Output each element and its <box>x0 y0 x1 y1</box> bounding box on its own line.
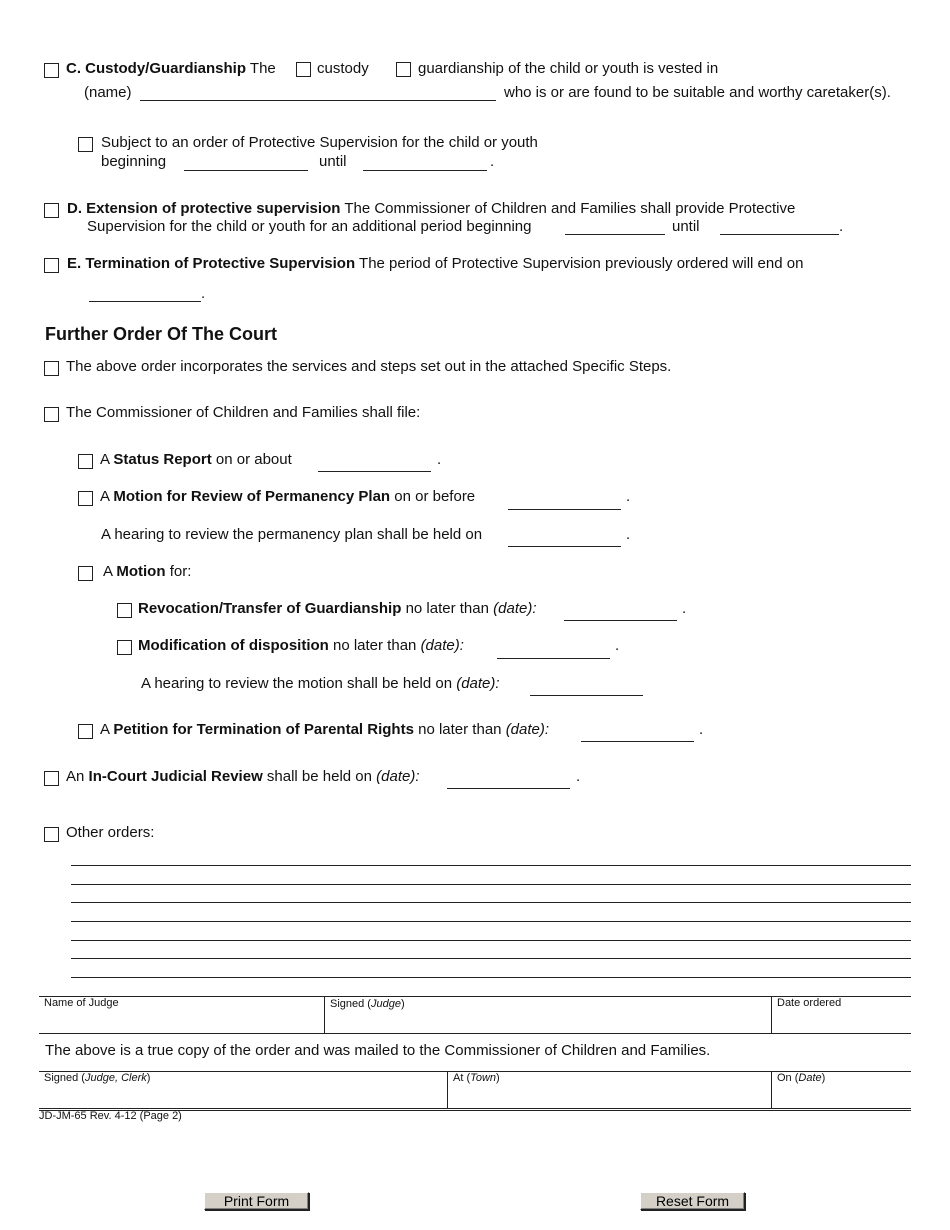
motion-for-text <box>103 563 191 581</box>
guardianship-text: guardianship of the child or youth is vested in <box>418 60 719 77</box>
other-orders-line-3[interactable] <box>71 902 911 903</box>
at-word: At ( <box>453 1072 471 1084</box>
signed-judge-label <box>330 997 405 1011</box>
hearing-motion-date-field[interactable] <box>530 695 643 696</box>
guardianship-checkbox[interactable] <box>396 62 411 77</box>
until-label: until <box>319 153 347 170</box>
petition-tpr-checkbox[interactable] <box>78 724 93 739</box>
no-later-than: no later than <box>332 637 417 654</box>
section-e-label: E. Termination of Protective Supervision <box>67 255 356 272</box>
period: . <box>437 451 442 468</box>
name-of-judge-label: Name of Judge <box>44 997 119 1009</box>
revocation-checkbox[interactable] <box>117 603 132 618</box>
signed-clerk-label <box>44 1071 150 1085</box>
section-d-text2: Supervision for the child or youth for an additional period beginning <box>87 218 532 235</box>
section-c-heading <box>66 60 276 78</box>
revocation-text <box>138 600 537 618</box>
motion-bold: Motion <box>116 563 166 580</box>
commissioner-file-checkbox[interactable] <box>44 407 59 422</box>
until-label: until <box>672 218 700 235</box>
further-order-heading: Further Order Of The Court <box>45 324 278 344</box>
a-word: A <box>100 451 110 468</box>
status-report-checkbox[interactable] <box>78 454 93 469</box>
status-report-date-field[interactable] <box>318 471 431 472</box>
section-d-label: D. Extension of protective supervision <box>67 200 341 217</box>
other-orders-line-7[interactable] <box>71 977 911 978</box>
date-label: (date): <box>420 637 464 654</box>
other-orders-line-1[interactable] <box>71 865 911 866</box>
signed-word: Signed ( <box>330 998 371 1010</box>
motion-review-date-field[interactable] <box>508 509 621 510</box>
town-word: Town <box>470 1072 497 1084</box>
no-later-than: no later than <box>418 721 502 738</box>
section-c-the: The <box>249 60 276 77</box>
protective-supervision-text: Subject to an order of Protective Supervision for the child or youth <box>101 134 538 151</box>
date-label: (date): <box>456 675 500 692</box>
section-d-text1: The Commissioner of Children and Families shall provide Protective <box>344 200 796 217</box>
date-label: (date): <box>493 600 537 617</box>
caretaker-name-field[interactable] <box>140 100 496 101</box>
a-word: A <box>103 563 113 580</box>
status-report-bold: Status Report <box>113 451 212 468</box>
other-orders-checkbox[interactable] <box>44 827 59 842</box>
termination-date-field[interactable] <box>89 301 201 302</box>
motion-checkbox[interactable] <box>78 566 93 581</box>
reset-form-button[interactable]: Reset Form <box>640 1192 745 1210</box>
hearing-permanency-date-field[interactable] <box>508 546 621 547</box>
judge-clerk-word: Judge, Clerk <box>84 1072 147 1084</box>
modification-bold: Modification of disposition <box>138 637 329 654</box>
no-later-than: no later than <box>405 600 489 617</box>
signed-word: Signed ( <box>44 1072 85 1084</box>
table-divider <box>324 996 325 1033</box>
custody-checkbox[interactable] <box>296 62 311 77</box>
petition-tpr-bold: Petition for Termination of Parental Rights <box>113 721 414 738</box>
at-town-field[interactable] <box>451 1086 768 1106</box>
at-town-label <box>453 1071 500 1085</box>
table-divider <box>447 1071 448 1108</box>
a-word: A <box>100 488 110 505</box>
date-ordered-label: Date ordered <box>777 997 842 1009</box>
table-border <box>39 1033 911 1034</box>
revocation-date-field[interactable] <box>564 620 677 621</box>
motion-for: for: <box>169 563 192 580</box>
petition-tpr-text <box>100 721 549 739</box>
status-report-rest: on or about <box>215 451 292 468</box>
section-e-text: The period of Protective Supervision previously ordered will end on <box>359 255 804 272</box>
on-date-field[interactable] <box>775 1086 909 1106</box>
an-word: An <box>66 768 85 785</box>
specific-steps-checkbox[interactable] <box>44 361 59 376</box>
extension-begin-date-field[interactable] <box>565 234 665 235</box>
other-orders-line-2[interactable] <box>71 884 911 885</box>
in-court-review-text <box>66 768 420 786</box>
table-divider <box>771 1071 772 1108</box>
period: . <box>626 488 631 505</box>
signed-judge-field[interactable] <box>328 1011 768 1031</box>
print-form-button[interactable]: Print Form <box>204 1192 309 1210</box>
period: . <box>490 153 495 170</box>
other-orders-label: Other orders: <box>66 824 155 841</box>
hearing-permanency-text: A hearing to review the permanency plan shall be held on <box>101 526 483 543</box>
protective-supervision-checkbox[interactable] <box>78 137 93 152</box>
motion-review-bold: Motion for Review of Permanency Plan <box>113 488 391 505</box>
period: . <box>626 526 631 543</box>
extension-until-date-field[interactable] <box>720 234 839 235</box>
period: . <box>615 637 620 654</box>
in-court-review-checkbox[interactable] <box>44 771 59 786</box>
modification-date-field[interactable] <box>497 658 610 659</box>
date-label: (date): <box>376 768 420 785</box>
section-d-line1 <box>67 200 795 218</box>
modification-checkbox[interactable] <box>117 640 132 655</box>
in-court-review-rest: shall be held on <box>266 768 372 785</box>
date-word: Date <box>798 1072 822 1084</box>
on-date-label <box>777 1071 825 1085</box>
true-copy-text: The above is a true copy of the order and was mailed to the Commissioner of Children and Families. <box>45 1042 711 1059</box>
period: . <box>699 721 704 738</box>
commissioner-file-text: The Commissioner of Children and Families shall file: <box>66 404 421 421</box>
on-word: On ( <box>777 1072 799 1084</box>
date-label: (date): <box>505 721 550 738</box>
signed-clerk-field[interactable] <box>42 1086 444 1106</box>
revocation-bold: Revocation/Transfer of Guardianship <box>138 600 402 617</box>
close-paren: ) <box>496 1072 500 1084</box>
date-ordered-field[interactable] <box>775 1011 909 1031</box>
beginning-label: beginning <box>101 153 167 170</box>
motion-review-rest: on or before <box>394 488 476 505</box>
petition-tpr-date-field[interactable] <box>581 741 694 742</box>
period: . <box>576 768 581 785</box>
close-paren: ) <box>821 1072 826 1084</box>
judge-word: Judge <box>370 998 401 1010</box>
name-label: (name) <box>84 84 132 101</box>
in-court-review-date-field[interactable] <box>447 788 570 789</box>
specific-steps-text: The above order incorporates the services and steps set out in the attached Specific Steps. <box>66 358 672 375</box>
name-of-judge-field[interactable] <box>42 1011 320 1031</box>
extension-checkbox[interactable] <box>44 203 59 218</box>
motion-review-checkbox[interactable] <box>78 491 93 506</box>
other-orders-line-5[interactable] <box>71 940 911 941</box>
other-orders-line-4[interactable] <box>71 921 911 922</box>
protective-begin-date-field[interactable] <box>184 170 308 171</box>
hearing-motion-text <box>141 675 500 693</box>
table-divider <box>771 996 772 1033</box>
custody-guardianship-checkbox[interactable] <box>44 63 59 78</box>
close-paren: ) <box>400 998 405 1010</box>
period: . <box>839 218 844 235</box>
period: . <box>201 285 206 302</box>
custody-label: custody <box>317 60 369 77</box>
motion-review-text <box>100 488 475 506</box>
section-c-label: C. Custody/Guardianship <box>66 60 247 77</box>
form-id: JD-JM-65 Rev. 4-12 (Page 2) <box>39 1110 182 1122</box>
protective-until-date-field[interactable] <box>363 170 487 171</box>
status-report-text <box>100 451 292 469</box>
close-paren: ) <box>146 1072 151 1084</box>
hearing-motion-label: A hearing to review the motion shall be held on <box>141 675 453 692</box>
in-court-review-bold: In-Court Judicial Review <box>88 768 263 785</box>
period: . <box>682 600 687 617</box>
a-word: A <box>100 721 110 738</box>
section-e-line <box>67 255 803 273</box>
termination-checkbox[interactable] <box>44 258 59 273</box>
other-orders-line-6[interactable] <box>71 958 911 959</box>
modification-text <box>138 637 464 655</box>
suitable-text: who is or are found to be suitable and worthy caretaker(s). <box>504 84 891 101</box>
